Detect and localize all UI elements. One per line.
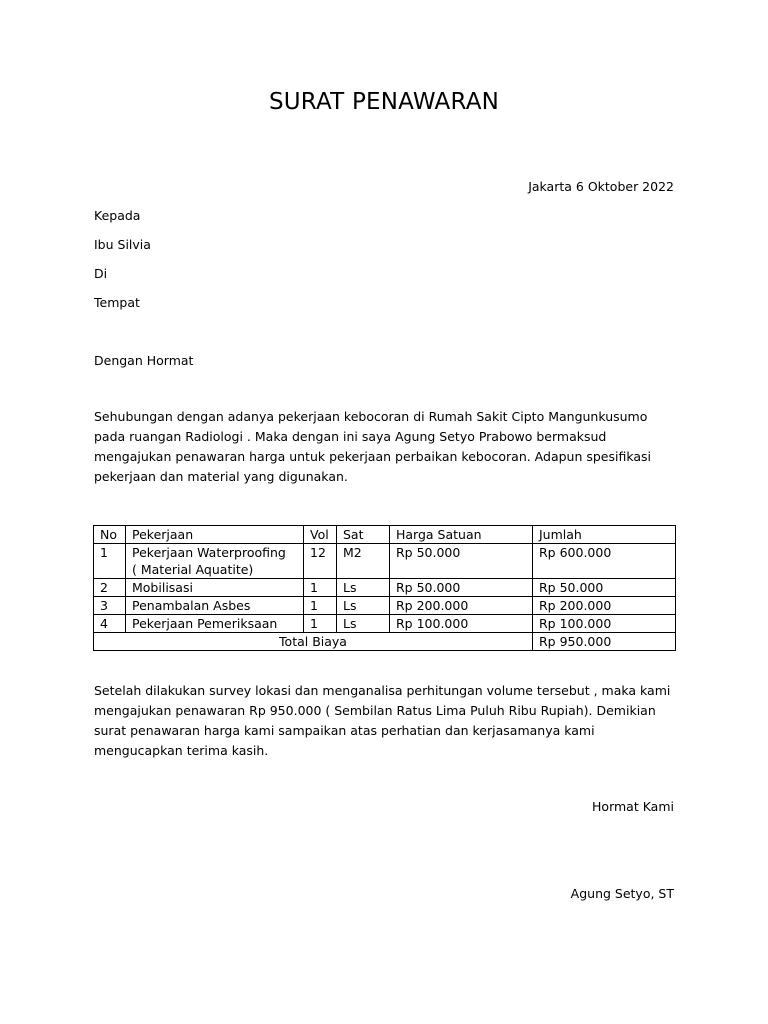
- col-header-vol: Vol: [304, 526, 337, 544]
- col-header-harga-satuan: Harga Satuan: [390, 526, 533, 544]
- intro-line-2: pada ruangan Radiologi . Maka dengan ini saya Agung Setyo Prabowo bermaksud: [94, 429, 607, 444]
- closing-greeting: Hormat Kami: [592, 799, 674, 814]
- table-row: [94, 579, 676, 597]
- col-header-no: No: [94, 526, 126, 544]
- col-header-pekerjaan: Pekerjaan: [126, 526, 304, 544]
- closing-line-4: mengucapkan terima kasih.: [94, 743, 269, 758]
- cell-harga-satuan: Rp 100.000: [390, 615, 533, 633]
- closing-line-1: Setelah dilakukan survey lokasi dan menganalisa perhitungan volume tersebut , maka kami: [94, 683, 671, 698]
- closing-line-2: mengajukan penawaran Rp 950.000 ( Sembilan Ratus Lima Puluh Ribu Rupiah). Demikian: [94, 703, 656, 718]
- cell-harga-satuan: Rp 50.000: [390, 544, 533, 579]
- cell-jumlah: Rp 50.000: [533, 579, 676, 597]
- recipient-line-3: Di: [94, 266, 108, 281]
- cell-vol: 1: [304, 579, 337, 597]
- cell-pekerjaan: Pekerjaan Pemeriksaan: [126, 615, 304, 633]
- cell-jumlah: Rp 200.000: [533, 597, 676, 615]
- total-label: Total Biaya: [94, 633, 533, 651]
- document-title: SURAT PENAWARAN: [268, 89, 500, 115]
- cell-harga-satuan: Rp 200.000: [390, 597, 533, 615]
- cell-harga-satuan: Rp 50.000: [390, 579, 533, 597]
- signatory-name: Agung Setyo, ST: [570, 886, 674, 901]
- cell-pekerjaan-line-2: ( Material Aquatite): [132, 562, 254, 577]
- intro-line-4: pekerjaan dan material yang digunakan.: [94, 469, 348, 484]
- table-row: [94, 597, 676, 615]
- salutation: Dengan Hormat: [94, 353, 194, 368]
- total-value: Rp 950.000: [533, 633, 676, 651]
- col-header-jumlah: Jumlah: [533, 526, 676, 544]
- recipient-line-4: Tempat: [94, 295, 140, 310]
- cell-jumlah: Rp 100.000: [533, 615, 676, 633]
- recipient-line-1: Kepada: [94, 208, 141, 223]
- cell-no: 1: [94, 544, 126, 579]
- table-row: [94, 544, 676, 579]
- cell-pekerjaan-line-1: Pekerjaan Waterproofing: [132, 545, 286, 560]
- cell-vol: 1: [304, 615, 337, 633]
- cell-sat: Ls: [337, 615, 390, 633]
- cell-vol: 12: [304, 544, 337, 579]
- col-header-sat: Sat: [337, 526, 390, 544]
- offer-table: [93, 525, 676, 651]
- cell-pekerjaan: Mobilisasi: [126, 579, 304, 597]
- table-row: [94, 615, 676, 633]
- intro-line-1: Sehubungan dengan adanya pekerjaan kebocoran di Rumah Sakit Cipto Mangunkusumo: [94, 409, 648, 424]
- cell-sat: Ls: [337, 597, 390, 615]
- cell-pekerjaan: [126, 544, 304, 579]
- recipient-line-2: Ibu Silvia: [94, 237, 151, 252]
- cell-pekerjaan: Penambalan Asbes: [126, 597, 304, 615]
- cell-no: 2: [94, 579, 126, 597]
- intro-line-3: mengajukan penawaran harga untuk pekerjaan perbaikan kebocoran. Adapun spesifikasi: [94, 449, 652, 464]
- closing-line-3: surat penawaran harga kami sampaikan atas perhatian dan kerjasamanya kami: [94, 723, 595, 738]
- table-header-row: [94, 526, 676, 544]
- cell-vol: 1: [304, 597, 337, 615]
- cell-no: 4: [94, 615, 126, 633]
- cell-sat: Ls: [337, 579, 390, 597]
- cell-sat: M2: [337, 544, 390, 579]
- cell-jumlah: Rp 600.000: [533, 544, 676, 579]
- table-total-row: [94, 633, 676, 651]
- letter-date: Jakarta 6 Oktober 2022: [528, 179, 674, 194]
- cell-no: 3: [94, 597, 126, 615]
